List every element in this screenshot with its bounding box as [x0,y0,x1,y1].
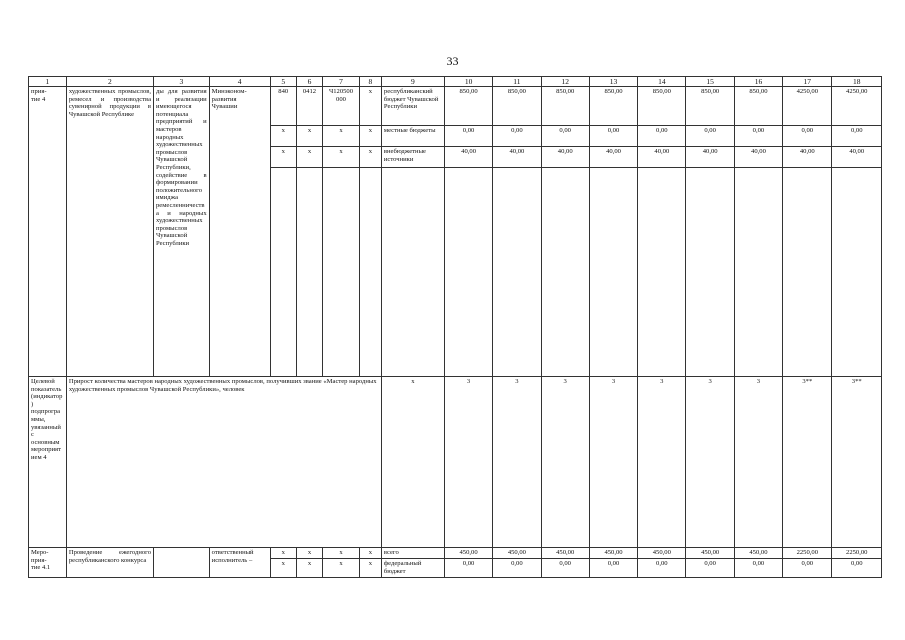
page-number: 33 [446,54,459,68]
expense-type-code: x [359,147,381,168]
indicator-value: 3 [444,377,492,548]
funding-source: республиканский бюджет Чувашской Республики [381,87,444,126]
funding-value: 0,00 [832,559,882,578]
grbs-code: x [270,147,296,168]
funding-value: 0,00 [638,559,686,578]
expense-type-code: x [359,559,381,578]
funding-value: 0,00 [589,559,637,578]
funding-value: 0,00 [493,126,541,147]
funding-value: 40,00 [783,147,832,168]
funding-value: 40,00 [444,147,492,168]
column-header: 10 [444,77,492,87]
measure-goal: ды для развития и реализации имеющегося потенциала предприятий и мастеров народных художественных промыслов Чувашской Республики, содействие в формировании положительного имиджа ремесленничества и народных художественных промыслов Чувашской Республики [154,87,210,377]
table-row [29,87,882,126]
funding-value: 4250,00 [832,87,882,126]
funding-value: 0,00 [686,126,734,147]
funding-value: 450,00 [493,548,541,559]
grbs-code: x [270,548,296,559]
section-code: x [296,147,322,168]
empty-cell [541,168,589,377]
expense-type-code: x [359,87,381,126]
section-code: x [296,126,322,147]
funding-value: 450,00 [444,548,492,559]
funding-value: 40,00 [638,147,686,168]
indicator-value: 3 [686,377,734,548]
measure-number: Меро- прия- тие 4.1 [29,548,67,578]
column-header: 3 [154,77,210,87]
funding-value: 40,00 [493,147,541,168]
column-header: 17 [783,77,832,87]
column-header: 18 [832,77,882,87]
funding-value: 40,00 [734,147,782,168]
empty-cell [686,168,734,377]
funding-value: 0,00 [734,126,782,147]
grbs-code: x [270,559,296,578]
empty-cell [832,168,882,377]
column-header: 4 [209,77,270,87]
funding-value: 850,00 [638,87,686,126]
indicator-value: 3 [541,377,589,548]
funding-value: 0,00 [444,126,492,147]
column-header: 6 [296,77,322,87]
empty-cell [359,168,381,377]
executor: Минэконом- развития Чувашии [209,87,270,377]
column-header: 5 [270,77,296,87]
indicator-source: x [381,377,444,548]
empty-cell [323,168,360,377]
expense-type-code: x [359,126,381,147]
column-header: 2 [66,77,153,87]
funding-value: 40,00 [541,147,589,168]
target-article-code: Ч120500 000 [323,87,360,126]
empty-cell [589,168,637,377]
funding-value: 0,00 [783,126,832,147]
column-header: 16 [734,77,782,87]
column-header: 12 [541,77,589,87]
funding-value: 0,00 [589,126,637,147]
grbs-code: x [270,126,296,147]
empty-cell [783,168,832,377]
target-article-code: x [323,559,360,578]
funding-value: 850,00 [493,87,541,126]
budget-table [28,76,882,578]
funding-value: 850,00 [444,87,492,126]
funding-value: 450,00 [686,548,734,559]
column-header: 15 [686,77,734,87]
funding-value: 0,00 [541,126,589,147]
section-code: 0412 [296,87,322,126]
funding-value: 4250,00 [783,87,832,126]
indicator-value: 3 [493,377,541,548]
funding-value: 40,00 [589,147,637,168]
column-header: 8 [359,77,381,87]
measure-goal [154,548,210,578]
funding-value: 850,00 [686,87,734,126]
empty-cell [493,168,541,377]
column-header: 9 [381,77,444,87]
indicator-row [29,377,882,548]
funding-value: 2250,00 [783,548,832,559]
funding-value: 0,00 [783,559,832,578]
funding-value: 0,00 [686,559,734,578]
measure-number: прия- тие 4 [29,87,67,377]
indicator-value: 3** [783,377,832,548]
indicator-value: 3** [832,377,882,548]
measure-name: Проведение ежегодного республиканского конкурса [66,548,153,578]
funding-value: 850,00 [541,87,589,126]
grbs-code: 840 [270,87,296,126]
table-row [29,548,882,559]
empty-cell [270,168,296,377]
indicator-value: 3 [734,377,782,548]
funding-value: 850,00 [589,87,637,126]
funding-source: местные бюджеты [381,126,444,147]
funding-source: внебюджетные источники [381,147,444,168]
indicator-text: Прирост количества мастеров народных художественных промыслов, получивших звание «Мастер народных художественных промыслов Чувашской Республики», человек [66,377,381,548]
column-header: 1 [29,77,67,87]
empty-cell [381,168,444,377]
target-article-code: x [323,548,360,559]
header-row [29,77,882,87]
funding-value: 40,00 [832,147,882,168]
funding-value: 40,00 [686,147,734,168]
column-header: 14 [638,77,686,87]
funding-value: 450,00 [734,548,782,559]
indicator-value: 3 [589,377,637,548]
column-header: 7 [323,77,360,87]
funding-value: 2250,00 [832,548,882,559]
column-header: 13 [589,77,637,87]
empty-cell [734,168,782,377]
funding-source: федеральный бюджет [381,559,444,578]
column-header: 11 [493,77,541,87]
empty-cell [638,168,686,377]
section-code: x [296,559,322,578]
funding-value: 450,00 [589,548,637,559]
funding-value: 0,00 [734,559,782,578]
target-article-code: x [323,147,360,168]
funding-value: 0,00 [638,126,686,147]
indicator-label: Целевой показатель (индикатор) подпрограммы, увязанный с основным мероприятием 4 [29,377,67,548]
empty-cell [296,168,322,377]
funding-source: всего [381,548,444,559]
empty-cell [444,168,492,377]
expense-type-code: x [359,548,381,559]
measure-name: художественных промыслов, ремесел и производства сувенирной продукции в Чувашской Республике [66,87,153,377]
funding-value: 0,00 [541,559,589,578]
funding-value: 450,00 [638,548,686,559]
target-article-code: x [323,126,360,147]
funding-value: 0,00 [493,559,541,578]
funding-value: 450,00 [541,548,589,559]
funding-value: 0,00 [444,559,492,578]
funding-value: 850,00 [734,87,782,126]
funding-value: 0,00 [832,126,882,147]
executor: ответственный исполнитель – [209,548,270,578]
section-code: x [296,548,322,559]
indicator-value: 3 [638,377,686,548]
